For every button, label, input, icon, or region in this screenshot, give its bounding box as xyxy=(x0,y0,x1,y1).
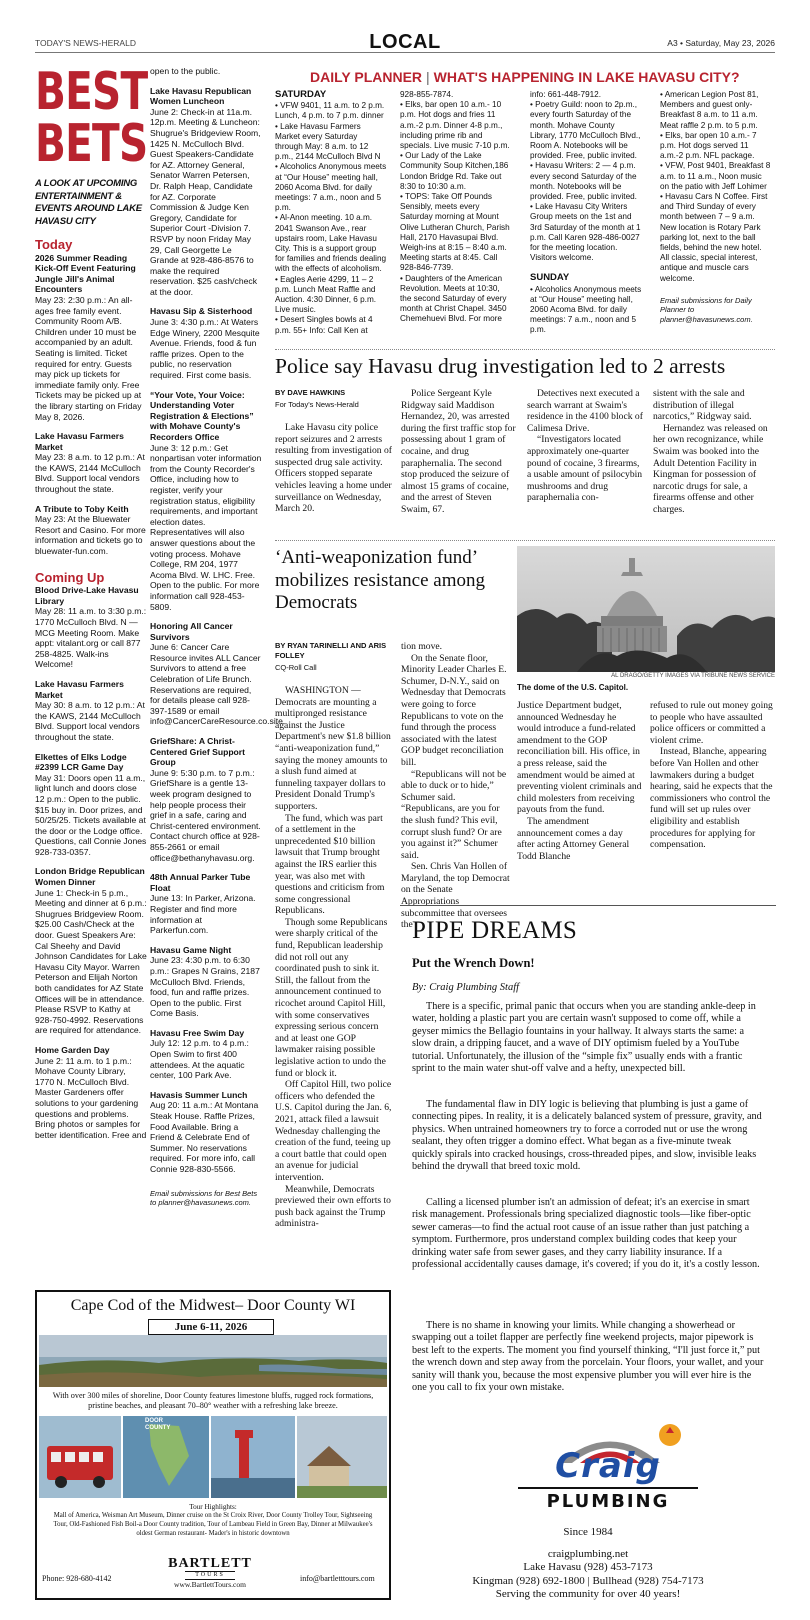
planner-column-1 xyxy=(275,90,387,336)
craig-logo-sub: PLUMBING xyxy=(518,1487,698,1512)
photo-credit: AL DRAGO/GETTY IMAGES VIA TRIBUNE NEWS SERVICE xyxy=(611,673,775,679)
pipe-paragraph: The fundamental flaw in DIY logic is believing that plumbing is just a game of connecting pipes. In reality, it is a delicately balanced system of pressure, gravity, and physics. When untrained homeowners try to force a corroded nut or use the wrong sealant, they often trigger a domino effect. What began as a five-minute tweak quickly spirals into cracked housings, cross-threaded pipes, and slow, invisible leaks behind the drywall that breed toxic mold. xyxy=(412,1099,762,1173)
bartlett-logo-sub: TOURS xyxy=(185,1571,235,1580)
event-item xyxy=(35,1045,147,1140)
story2-paragraph: The fund, which was part of a settlement in the unprecedented $10 billion lawsuit that Trump brought against the IRS earlier this year, was also met with questions and criticism from some congressional Republicans. xyxy=(275,812,385,917)
event-body: June 2: Check-in at 11a.m. 12p.m. Meeting & Luncheon: Shugrue's Bridgeview Room, 1425 N. McCulloch Blvd. Guest Speakers-Candidate for AZ. Attorney General, Senator Warren Petersen, Dr. Ralph Heap, Candidate for AZ. Corporate Commission & Judge Ken Gregory, Candidate for Superior Court -Division 7. RSVP by noon Friday May 29, Call Georgette Le Grande at 928-486-8576 to make the required reservation. $25 cash/check at the door. xyxy=(150,106,261,297)
story1-paragraph: Hernandez was released on her own recognizance, while Swaim was booked into the Adult Detention Facility in Kingman for possession of narcotic drugs for sale, a firearms offense and other charges. xyxy=(653,422,768,515)
continued-text: open to the public. xyxy=(150,66,221,76)
event-title: Havasu Sip & Sisterhood xyxy=(150,306,253,317)
story1-col1 xyxy=(275,388,393,515)
since-year: Since 1984 xyxy=(563,1526,613,1538)
event-title: Honoring All Cancer Survivors xyxy=(150,621,233,642)
event-body: July 12: 12 p.m. to 4 p.m.: Open Swim to first 400 attendees. At the aquatic center, 100 Park Ave. xyxy=(150,1038,249,1081)
story1-paragraph: “Investigators located approximately one-quarter pound of cocaine, 3 firearms, a usable amount of psilocybin mushrooms and drug paraphernalia con- xyxy=(527,434,643,504)
story1-paragraph: Lake Havasu city police report seizures and 2 arrests resulting from investigation of suspected drug sale activity. Officers stopped separate vehicles leaving a home under surveillance on Wednesday, March 20. xyxy=(275,422,392,515)
planner-column-3 xyxy=(530,90,642,336)
event-title: “Your Vote, Your Voice: Understanding Voter Registration & Elections” with Mohave County's Recorders Office xyxy=(150,389,254,442)
coming-up-events xyxy=(35,585,147,1140)
pipe-dreams-subtitle: Put the Wrench Down! xyxy=(412,956,535,970)
ad-description: With over 300 miles of shoreline, Door County features limestone bluffs, rugged rock formations, pristine beaches, and pleasant 70–80° weather with a refreshing lake breeze. xyxy=(52,1391,374,1411)
ad-dates: June 6-11, 2026 xyxy=(148,1319,274,1335)
story2-paragraph: Meanwhile, Democrats previewed their own efforts to push back against the Trump administra- xyxy=(275,1183,391,1230)
event-item xyxy=(35,585,147,670)
story1-paragraph: Detectives next executed a search warrant at Swaim's residence in the 4100 block of Calimesa Drive. xyxy=(527,388,643,434)
event-body: June 6: Cancer Care Resource invites ALL Cancer Survivors to attend a free Celebration of Life Brunch. Reservations are required, for details please call 928-397-1589 or email info@CancerCareResource.co.site. xyxy=(150,642,286,727)
best-bets-logo-line2: BETS xyxy=(35,114,148,174)
story2-paragraph: Sen. Chris Van Hollen of Maryland, the top Democrat on the Senate Appropriations subcommittee that oversees the xyxy=(401,861,510,931)
story2-paragraph: tion move. xyxy=(401,641,443,652)
event-item xyxy=(150,86,262,298)
kingman-bullhead-phones: Kingman (928) 692-1800 | Bullhead (928) 754-7173 xyxy=(472,1574,704,1587)
planner-text: • VFW 9401, 11 a.m. to 2 p.m. Lunch, 4 p.m. to 7 p.m. dinner • Lake Havasu Farmers Market every Saturday through May: 8 a.m. to 12 p.m., 2144 McCulloch Blvd N • Alcoholics Anonymous meets at “Our House” meeting hall, 2060 Acoma Blvd. for daily meetings: 7 a.m., noon and 5 p.m. • Al-Anon meeting. 10 a.m. 2041 Swanson Ave., rear upstairs room, Lake Havasu City. This is a support group for families and friends dealing with the effects of alcoholism. • Eagles Aerie 4299, 11 – 2 p.m. Lunch Meat Raffle and Auction. 4:30 Dinner, 6 p.m. Live music. • Desert Singles bowls at 4 p.m. 55+ Info: Call Ken at xyxy=(275,101,387,335)
story2-col3 xyxy=(517,700,642,862)
planner-text: • American Legion Post 81, Members and guest only- Breakfast 8 a.m. to 11 a.m. Meat raffle 2 p.m. to 5 p.m. • Elks, bar open 10 a.m.- 7 p.m. Hot dogs served 11 a.m.-2 p.m. NFL package. • VFW, Post 9401, Breakfast 8 a.m. to 11 a.m., Noon music on the patio with Jeff Lohimer • Havasu Cars N Coffee. First and Third Sunday of every month between 7 – 9 a.m. New location is Rotary Park parking lot, next to the ball fields, behind the new hotel. All classic, special interest, antique and muscle cars welcome. xyxy=(660,90,771,283)
planner-column-2 xyxy=(400,90,512,325)
today-heading: Today xyxy=(35,237,73,252)
event-item xyxy=(35,431,147,495)
story1-headline: Police say Havasu drug investigation led to 2 arrests xyxy=(275,354,726,378)
story1-paragraph: Police Sergeant Kyle Ridgway said Maddison Hernandez, 20, was arrested during the first traffic stop for possessing about 1 gram of cocaine, and drug paraphernalia. The second stop produced the seizure of almost 15 grams of cocaine, and the arrest of Steven Swaim, 67. xyxy=(401,388,516,515)
event-item xyxy=(35,752,147,858)
event-title: 48th Annual Parker Tube Float xyxy=(150,872,251,893)
event-item xyxy=(150,306,262,380)
page-date: A3 • Saturday, May 23, 2026 xyxy=(667,38,775,48)
planner-submissions: Email submissions for Daily Planner to planner@havasunews.com. xyxy=(660,295,753,324)
story1-byline: BY DAVE HAWKINS xyxy=(275,388,346,397)
story1-byline-sub: For Today's News-Herald xyxy=(275,400,359,409)
map-label-line1: DOOR xyxy=(145,1418,163,1424)
story2-paragraph: Justice Department budget, announced Wednesday he would introduce a fund-related amendment to the GOP reconciliation bill. His office, in a press release, said the amendment would be aimed at preventing violent criminals and child molesters from receiving payouts from the fund. xyxy=(517,700,642,816)
ad-photo-strip xyxy=(39,1416,387,1498)
lake-havasu-phone: Lake Havasu (928) 453-7173 xyxy=(523,1561,653,1573)
coming-up-heading: Coming Up xyxy=(35,569,105,585)
event-title: Havasis Summer Lunch xyxy=(150,1089,248,1100)
event-item xyxy=(150,1090,262,1175)
event-body: June 9: 5:30 p.m. to 7 p.m.: GriefShare is a gentle 13-week program designed to help people process their grief in a safe, caring and Christ-centered environment. Contact church office at 928-855-2661 or email office@bethanyhavasu.org. xyxy=(150,767,261,863)
event-body: Aug 20: 11 a.m.: At Montana Steak House. Raffle Prizes, Food Available. Bring a Friend & Celebrate End of Summer. No reservations required. For more info, call Connie 928-830-5566. xyxy=(150,1100,259,1174)
pipe-paragraph: There is a specific, primal panic that occurs when you are standing ankle-deep in water, holding a plastic part you are certain wasn't supposed to come off, while a geyser mimics the Bellagio fountains in your hallway. It always starts the same: a slow drain, a dripping faucet, and a wave of DIY optimism fueled by a YouTube tutorial. Unfortunately, the illusion of the “simple fix” usually ends with a frantic sprint to the main water shut-off valve and a hefty, unexpected bill. xyxy=(412,1001,756,1075)
ad-email[interactable]: info@bartletttours.com xyxy=(300,1574,375,1583)
story1-col2 xyxy=(401,388,519,516)
event-body: June 1: Check-in 5 p.m., Meeting and dinner at 6 p.m.: Shugrues Bridgeview Room. $25.00 Cash/Check at the door. Guest Speakers Are: Cal Sheehy and David Johnson Candidates for Lake Havasu City Mayor. Warren Peterson and Elijah Norton both candidates for AZ State Offices will be in attendance. Please RSVP to Kathy at 928-750-4992. Reservations are required for attendance. xyxy=(35,887,147,1036)
story1-paragraph: sistent with the sale and distribution of illegal narcotics,” Ridgway said. xyxy=(653,388,752,423)
story2-paragraph: WASHINGTON — Democrats are mounting a multipronged resistance against the Justice Department's new $1.8 billion “anti-weaponization fund,” saying the money amounts to a slush fund aimed at funneling taxpayer dollars to President Donald Trump's supporters. xyxy=(275,685,391,812)
ad-highlights-title: Tour Highlights: xyxy=(189,1503,237,1511)
best-bets-column-2 xyxy=(150,66,286,1208)
event-title: Blood Drive-Lake Havasu Library xyxy=(35,585,139,606)
event-title: Lake Havasu Farmers Market xyxy=(35,678,124,700)
event-title: 2026 Summer Reading Kick-Off Event Featuring Jungle Jill's Animal Encounters xyxy=(35,252,136,295)
planner-text: info: 661-448-7912. • Poetry Guild: noon to 2p.m., every fourth Saturday of the month. Mohave County Library, 1770 McCulloch Blvd., Room A. Notebooks will be provided. Free, public invited. • Havasu Writers: 2 — 4 p.m. every second Saturday of the month. Notebooks will be provided. Free, public invited. • Lake Havasu City Writers Group meets on the 1st and 3rd Saturday of the month at 1 p.m. Call Karen 928-486-0027 for the meeting location. Visitors welcome. xyxy=(530,90,641,263)
event-title: Home Garden Day xyxy=(35,1044,110,1055)
event-title: Lake Havasu Republican Women Luncheon xyxy=(150,85,252,107)
event-body: May 31: Doors open 11 a.m., light lunch and doors close 12 p.m.: Open to the public. $15 buy in. Door prizes, and 50/25/25. Tickets available at the door or the Lodge office. Questions, call Connie Jones 928-733-0357. xyxy=(35,772,147,857)
story2-col1 xyxy=(275,641,393,1230)
story2-paragraph: On the Senate floor, Minority Leader Charles E. Schumer, D-N.Y., said on Wednesday that Democrats were going to force Republicans to vote on the fund through the process associated with the latest GOP budget reconciliation bill. xyxy=(401,652,507,768)
pipe-dreams-byline: By: Craig Plumbing Staff xyxy=(412,982,520,993)
event-body: June 13: In Parker, Arizona. Register and find more information at Parkerfun.com. xyxy=(150,893,256,936)
story2-col2 xyxy=(401,641,511,931)
event-title: Elkettes of Elks Lodge #2399 LCR Game Day xyxy=(35,751,127,773)
bartlett-website[interactable]: www.BartlettTours.com xyxy=(174,1580,246,1589)
event-body: May 30: 8 a.m. to 12 p.m.: At the KAWS, 2144 McCulloch Blvd. Support local vendors throughout the state. xyxy=(35,700,145,742)
event-item xyxy=(150,945,262,1019)
ad-title: Cape Cod of the Midwest– Door County WI xyxy=(70,1297,356,1314)
event-item xyxy=(150,1028,262,1081)
event-body: May 28: 11 a.m. to 3:30 p.m.: 1770 McCulloch Blvd. N — MCG Meeting Room. Make appt: vitalant.org or call 877 258-4825. Walk-ins Welcome! xyxy=(35,606,147,670)
event-item xyxy=(150,390,262,612)
map-label xyxy=(145,1418,170,1432)
story2-col4 xyxy=(650,700,775,851)
craig-website[interactable]: craigplumbing.net xyxy=(547,1547,629,1560)
best-bets-logo-line1: BEST xyxy=(35,62,148,122)
craig-logo-word: Craig xyxy=(555,1446,661,1486)
planner-text: 928-855-7874. • Elks, bar open 10 a.m.- 10 p.m. Hot dogs and fries 11 a.m.-2 p.m. Dinner 4-8 p.m., including prime rib and specials. Live music 7-10 p.m. • Our Lady of the Lake Community Soup Kitchen,186 London Bridge Rd. Take out 8:30 to 10:30 a.m. • TOPS: Take Off Pounds Sensibly, meets every Saturday morning at Mount Olive Lutheran Church, Parish Hall, 2170 Havasupai Blvd. Weigh-ins at 8:15 – 8:40 a.m. Meeting starts at 8:45. Call 928-846-7739. • Daughters of the American Revolution. Meets at 10:30, the second Saturday of every month at Christ Chapel. 3450 Chemehuevi Blvd. For more xyxy=(400,90,510,324)
pipe-paragraph: There is no shame in knowing your limits. While changing a showerhead or swapping out a toilet flapper are perfectly fine weekend projects, major pipework is best left to the experts. The moment you find yourself thinking, “I'll just force it,” put the wrench down and step away from the porcelain. Your floors, your wallet, and your sanity will thank you, because the most expensive plumber you will ever hire is the one you call to fix your own mistake. xyxy=(412,1320,764,1394)
event-item xyxy=(35,504,147,557)
story1-col3 xyxy=(527,388,645,504)
event-item xyxy=(35,866,147,1036)
event-body: May 23: 8 a.m. to 12 p.m.: At the KAWS, 2144 McCulloch Blvd. Support local vendors throughout the state. xyxy=(35,452,145,495)
best-bets-submissions: Email submissions for Best Bets to planner@havasunews.com. xyxy=(150,1188,258,1208)
event-item xyxy=(35,253,147,423)
story2-headline: ‘Anti-weaponization fund’ mobilizes resistance among Democrats xyxy=(275,547,485,613)
story2-paragraph: Though some Republicans were sharply critical of the fund, Republican leadership did not roll out any coordinated push to sink it. Still, the fallout from the announcement continued to ricochet around Capitol Hill, with some conservatives expressing serious concern and at least one GOP lawmaker raising possible legislative action to undo the fund or block it. xyxy=(275,916,388,1079)
event-item xyxy=(150,621,286,727)
event-item xyxy=(150,872,262,936)
event-body: May 23: At the Bluewater Resort and Casino. For more information and tickets go to bluewater-fun.com. xyxy=(35,514,146,557)
more-events xyxy=(150,85,286,1175)
event-body: June 3: 4:30 p.m.: At Waters Edge Winery, 2200 Mesquite Avenue. Friends, food & fun raffle prizes. Open to the public, no reservation required. First come basis. xyxy=(150,317,260,381)
divider xyxy=(275,540,775,541)
event-title: Lake Havasu Farmers Market xyxy=(35,431,124,452)
event-title: A Tribute to Toby Keith xyxy=(35,503,129,514)
event-title: Havasu Free Swim Day xyxy=(150,1027,245,1038)
pipe-paragraph: Calling a licensed plumber isn't an admission of defeat; it's an exercise in smart risk management. Professionals bring specialized diagnostic tools—like fiber-optic sewer cameras—to find the actual root cause of an issue rather than just patching a symptom. Furthermore, pros understand complex building codes that keep your drinking water safe from sewer gases, and they carry liability insurance. If a professional accidentally causes damage, it's covered; if you do it, it's a costly lesson. xyxy=(412,1197,760,1271)
bartlett-tours-logo xyxy=(160,1557,260,1590)
event-title: Havasu Game Night xyxy=(150,944,232,955)
section-title: LOCAL xyxy=(369,31,441,53)
photo-caption: The dome of the U.S. Capitol. xyxy=(517,683,629,692)
today-events xyxy=(35,253,147,557)
planner-day-sunday: SUNDAY xyxy=(530,272,570,284)
planner-day-saturday: SATURDAY xyxy=(275,89,327,100)
event-body: May 23: 2:30 p.m.: An all-ages free family event. Community Room A/B. Children under 10 must be accompanied by an adult. Seating is limited. Ticket required for entry. Guests may pick up tickets for immediate family only. Free Tickets may be picked up at the library starting on Friday May 8, 2026. xyxy=(35,294,142,422)
planner-column-4 xyxy=(660,90,772,324)
event-title: London Bridge Republican Women Dinner xyxy=(35,866,145,888)
daily-planner-title: DAILY PLANNER xyxy=(310,69,423,85)
event-item xyxy=(150,736,262,863)
event-body: June 3: 12 p.m.: Get nonpartisan voter information from the County Recorder's Office, including how to register, verify your registration status, eligibility requirements, and important election dates. Representatives will also answer questions about the voting process. Mohave College, RM 204, 1977 Acoma Blvd. W. LHC. Free. Open to the public. For more information call 928-453-5809. xyxy=(150,442,262,612)
daily-planner-header: DAILY PLANNER | WHAT'S HAPPENING IN LAKE HAVASU CITY? xyxy=(310,69,740,85)
pipe-dreams-title: PIPE DREAMS xyxy=(412,917,578,944)
story2-paragraph: Instead, Blanche, appearing before Van Hollen and other lawmakers during a budget hearing, said he expects that the commissioners who control the fund will set up rules over eligibility and establish procedures for applying for compensation. xyxy=(650,746,773,851)
ad-highlights: Mall of America, Weisman Art Museum, Dinner cruise on the St Croix River, Door County Trolley Tour, Sightseeing Tour, Old-Fashioned Fish Boil-a Door County tradition, Tour of Lambeau Field in Green Bay, Dinner at Milwaukee's oldest German restaurant- Mader's in historic downtown xyxy=(53,1512,373,1537)
daily-planner-subtitle: WHAT'S HAPPENING IN LAKE HAVASU CITY? xyxy=(433,69,740,85)
event-body: June 2: 11 a.m. to 1 p.m.: Mohave County Library, 1770 N. McCulloch Blvd. Master Gardeners offer solutions to your gardening questions and problems. Bring photos or samples for better identification. Free and xyxy=(35,1055,147,1140)
best-bets-tagline: A LOOK AT UPCOMING ENTERTAINMENT & EVENTS AROUND LAKE HAVASU CITY xyxy=(35,178,142,227)
capitol-dome-photo xyxy=(517,546,775,672)
story1-col4 xyxy=(653,388,775,516)
map-label-line2: COUNTY xyxy=(145,1425,171,1431)
masthead xyxy=(35,31,775,53)
event-title: GriefShare: A Christ-Centered Grief Support Group xyxy=(150,736,246,768)
bartlett-logo-word: BARTLETT xyxy=(168,1556,252,1571)
story2-byline: BY RYAN TARINELLI AND ARIS FOLLEY xyxy=(275,641,387,660)
event-item xyxy=(35,679,147,743)
craig-contact-info xyxy=(412,1526,764,1602)
story2-paragraph: The amendment announcement comes a day after acting Attorney General Todd Blanche xyxy=(517,815,630,862)
planner-text: • Alcoholics Anonymous meets at “Our House” meeting hall, 2060 Acoma Blvd. for daily meetings: 7 a.m., noon and 5 p.m. xyxy=(530,284,642,335)
story2-paragraph: refused to rule out money going to people who have assaulted police officers or committed a violent crime. xyxy=(650,700,773,746)
paper-name: TODAY'S NEWS-HERALD xyxy=(35,38,136,48)
event-body: June 23: 4:30 p.m. to 6:30 p.m.: Grapes N Grains, 2187 McCulloch Blvd. Friends, food, fun and raffle prizes. Open to the public. First Come Basis. xyxy=(150,955,260,1019)
divider xyxy=(275,349,775,350)
story2-paragraph: Off Capitol Hill, two police officers who defended the U.S. Capitol during the Jan. 6, 2021, attack filed a lawsuit Wednesday challenging the creation of the fund, teeing up a court battle that could open an avenue for judicial intervention. xyxy=(275,1079,392,1183)
story2-byline-sub: CQ-Roll Call xyxy=(275,663,317,672)
story2-paragraph: “Republicans will not be able to duck or to hide,” Schumer said. “Republicans, are you for the slush fund? This evil, corrupt slush fund? Or are you against it?” Schumer said. xyxy=(401,768,507,861)
best-bets-column xyxy=(35,62,148,1140)
ad-landscape-photo xyxy=(39,1335,387,1387)
ad-phone: Phone: 928-680-4142 xyxy=(42,1574,112,1583)
serving-tagline: Serving the community for over 40 years! xyxy=(495,1588,681,1600)
